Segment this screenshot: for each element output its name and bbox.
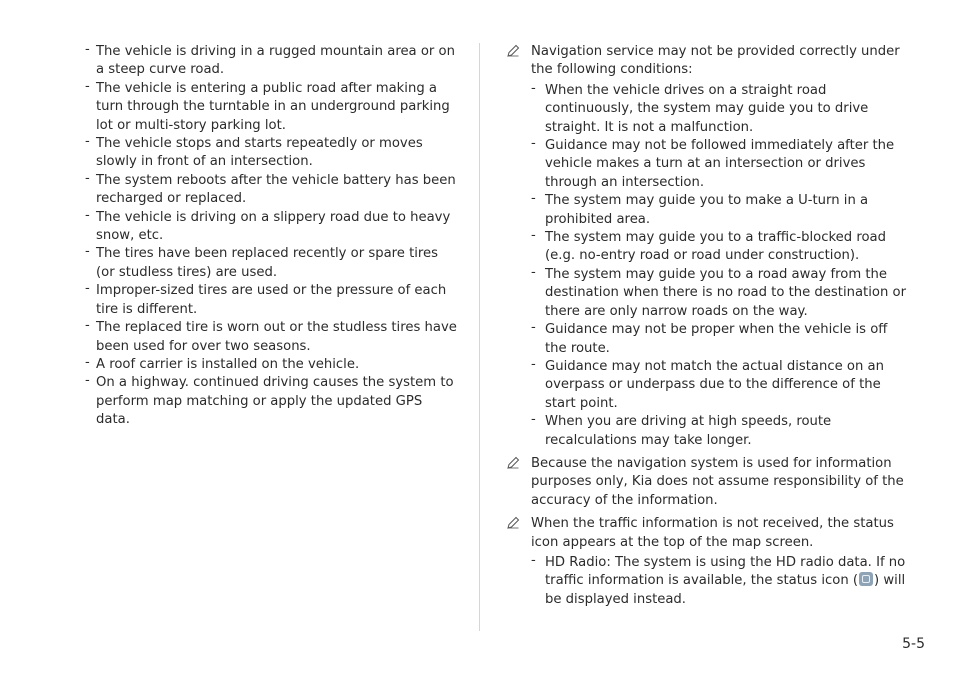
dash: - [85,170,90,186]
list-item: - Guidance may not be followed immediately after the vehicle makes a turn at an intersection or drives through an intersection. [531,136,895,190]
page-number: 5-5 [902,636,925,652]
list-item: - The vehicle is driving on a slippery road due to heavy snow, etc. [85,207,451,244]
list-item: - The system reboots after the vehicle battery has been recharged or replaced. [85,170,456,207]
note-text: When the traffic information is not received, the status icon appears at the top of the map screen. [531,516,894,550]
dash: - [531,228,536,244]
dash: - [85,78,90,94]
right-column [506,43,906,614]
left-column [85,43,457,430]
dash: - [85,244,90,260]
dash: - [85,207,90,223]
list-item: - The system may guide you to a road away from the destination when there is no road to the destination or there are only narrow roads on the way. [531,264,906,319]
dash: - [85,281,90,297]
list-item: - The tires have been replaced recently or spare tires (or studless tires) are used. [85,244,439,280]
dash: - [85,354,90,370]
note-traffic-info [506,515,906,609]
dash: - [531,552,536,568]
list-item: - The vehicle is entering a public road after making a turn through the turntable in an underground parking lot or multi-story parking lot. [85,78,450,133]
dash: - [531,356,536,372]
dash: - [531,191,536,207]
dash: - [531,80,536,96]
dash: - [531,264,536,280]
list-item: - The replaced tire is worn out or the studless tires have been used for over two seasons. [85,318,457,354]
pencil-note-icon [506,44,520,58]
dash: - [85,42,90,57]
sub-list [531,554,906,609]
list-item: - A roof carrier is installed on the vehicle. [85,354,360,372]
dash: - [85,134,90,150]
column-divider [479,43,480,631]
sub-list [531,82,906,450]
list-item: - The system may guide you to make a U-turn in a prohibited area. [531,191,869,227]
dash: - [85,373,90,389]
list-item: - On a highway. continued driving causes the system to perform map matching or apply the updated GPS data. [85,373,454,428]
list-item: - Improper-sized tires are used or the pressure of each tire is different. [85,281,447,317]
list-item: - The vehicle stops and starts repeatedly or moves slowly in front of an intersection. [85,134,423,170]
list-item: - Guidance may not be proper when the vehicle is off the route. [531,320,888,356]
note-navigation-conditions [506,43,906,450]
list-item: - Guidance may not match the actual distance on an overpass or underpass due to the difference of the start point. [531,356,884,411]
list-item: - When the vehicle drives on a straight road continuously, the system may guide you to drive straight. It is not a malfunction. [531,80,869,135]
note-text: Because the navigation system is used for information purposes only, Kia does not assume responsibility of the accuracy of the information. [531,455,904,508]
note-disclaimer [506,455,906,510]
list-item: - The system may guide you to a traffic-blocked road (e.g. no-entry road or road under construction). [531,228,886,264]
pencil-note-icon [506,456,520,470]
list-item: - HD Radio: The system is using the HD radio data. If no traffic information is available, the status icon ( ) will be displayed instead. [531,552,906,607]
hd-radio-status-icon [859,572,873,586]
dash: - [531,136,536,152]
note-text: Navigation service may not be provided correctly under the following conditions: [531,44,900,78]
list-item: - The vehicle is driving in a rugged mountain area or on a steep curve road. [85,42,455,78]
dash: - [531,412,536,428]
dash: - [85,318,90,334]
dash: - [531,320,536,336]
pencil-note-icon [506,516,520,530]
list-item: - When you are driving at high speeds, route recalculations may take longer. [531,412,832,448]
